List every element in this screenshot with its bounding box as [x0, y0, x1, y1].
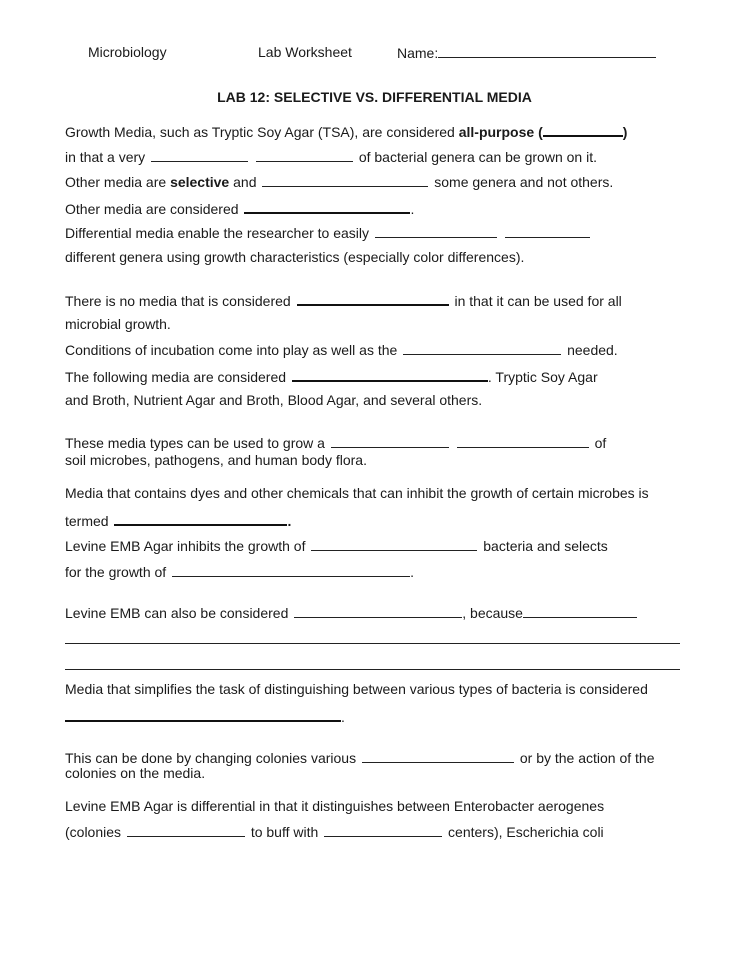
p4-line4: [65, 563, 414, 581]
text-segment: .: [410, 564, 414, 580]
text-segment: of: [594, 435, 607, 451]
p2-line4: [65, 367, 598, 386]
blank[interactable]: [362, 749, 514, 763]
blank[interactable]: [375, 224, 497, 238]
p8-line2: [65, 823, 604, 841]
text-segment: needed.: [567, 342, 618, 358]
p2-line1: [65, 291, 622, 310]
p2-line3: [65, 341, 618, 359]
text-segment: Other media are considered: [65, 201, 239, 217]
text-segment: or by the action of the: [519, 750, 655, 766]
blank[interactable]: [505, 224, 590, 238]
text-segment: selective: [170, 174, 230, 190]
text-segment: some genera and not others.: [434, 174, 614, 190]
blank[interactable]: [114, 511, 287, 526]
text-segment: Differential media enable the researcher to easily: [65, 225, 370, 241]
text-segment: There is no media that is considered: [65, 293, 291, 309]
p1-line1: [65, 122, 627, 141]
p2-line2: microbial growth.: [65, 316, 171, 332]
text-segment: These media types can be used to grow a: [65, 435, 325, 451]
blank[interactable]: [244, 199, 410, 214]
text-segment: and: [229, 174, 257, 190]
text-segment: for the growth of: [65, 564, 167, 580]
text-segment: , because: [462, 605, 523, 621]
p6-line2: [65, 707, 345, 726]
p1-line3: [65, 173, 613, 191]
blank[interactable]: [65, 707, 341, 722]
p1-line4: [65, 199, 414, 218]
text-segment: in that a very: [65, 149, 146, 165]
text-segment: .: [341, 709, 345, 725]
text-segment: termed: [65, 513, 109, 529]
p8-line1: Levine EMB Agar is differential in that it distinguishes between Enterobacter aerogenes: [65, 798, 605, 814]
text-segment: centers), Escherichia coli: [448, 824, 604, 840]
blank[interactable]: [297, 291, 449, 306]
blank[interactable]: [324, 823, 442, 837]
p7-line2: colonies on the media.: [65, 765, 206, 781]
p4-line1: Media that contains dyes and other chemicals that can inhibit the growth of certain microbes is: [65, 485, 649, 501]
p3-line1: [65, 434, 606, 452]
p2-line5: and Broth, Nutrient Agar and Broth, Blood Agar, and several others.: [65, 392, 483, 408]
text-segment: (colonies: [65, 824, 122, 840]
blank[interactable]: [172, 563, 410, 577]
text-segment: The following media are considered: [65, 369, 287, 385]
blank[interactable]: [523, 604, 637, 618]
answer-line[interactable]: [65, 630, 680, 644]
text-segment: Levine EMB Agar inhibits the growth of: [65, 538, 306, 554]
text-segment: .: [287, 513, 292, 529]
blank[interactable]: [331, 434, 449, 448]
blank[interactable]: [151, 148, 248, 162]
p6-line1: Media that simplifies the task of distinguishing between various types of bacteria is considered: [65, 681, 648, 697]
page-title: LAB 12: SELECTIVE VS. DIFFERENTIAL MEDIA: [217, 89, 532, 105]
p4-line2: [65, 511, 291, 530]
text-segment: of bacterial genera can be grown on it.: [358, 149, 597, 165]
name-label: Name:: [397, 45, 439, 61]
text-segment: This can be done by changing colonies various: [65, 750, 357, 766]
p1-line5: [65, 224, 592, 242]
text-segment: Other media are: [65, 174, 171, 190]
p1-line2: [65, 148, 597, 166]
p4-line3: [65, 537, 608, 555]
text-segment: in that it can be used for all: [454, 293, 622, 309]
blank[interactable]: [311, 537, 477, 551]
blank[interactable]: [457, 434, 589, 448]
p5-line1: [65, 604, 637, 622]
blank[interactable]: [292, 367, 488, 382]
blank[interactable]: [438, 44, 656, 58]
header-type: Lab Worksheet: [258, 44, 352, 60]
text-segment: Levine EMB can also be considered: [65, 605, 289, 621]
text-segment: all-purpose (: [458, 124, 543, 140]
text-segment: Growth Media, such as Tryptic Soy Agar (TSA), are considered: [65, 124, 459, 140]
blank[interactable]: [294, 604, 462, 618]
text-segment: Conditions of incubation come into play as well as the: [65, 342, 398, 358]
blank[interactable]: [543, 122, 623, 137]
name-field[interactable]: [397, 44, 656, 62]
answer-line[interactable]: [65, 656, 680, 670]
text-segment: . Tryptic Soy Agar: [487, 369, 598, 385]
blank[interactable]: [403, 341, 561, 355]
text-segment: ): [622, 124, 628, 140]
text-segment: to buff with: [250, 824, 319, 840]
text-segment: bacteria and selects: [483, 538, 608, 554]
blank[interactable]: [262, 173, 428, 187]
blank[interactable]: [127, 823, 245, 837]
p3-line2: soil microbes, pathogens, and human body flora.: [65, 452, 367, 468]
text-segment: .: [410, 201, 415, 217]
p1-line6: different genera using growth characteristics (especially color differences).: [65, 249, 525, 265]
blank[interactable]: [256, 148, 353, 162]
header-course: Microbiology: [88, 44, 167, 60]
